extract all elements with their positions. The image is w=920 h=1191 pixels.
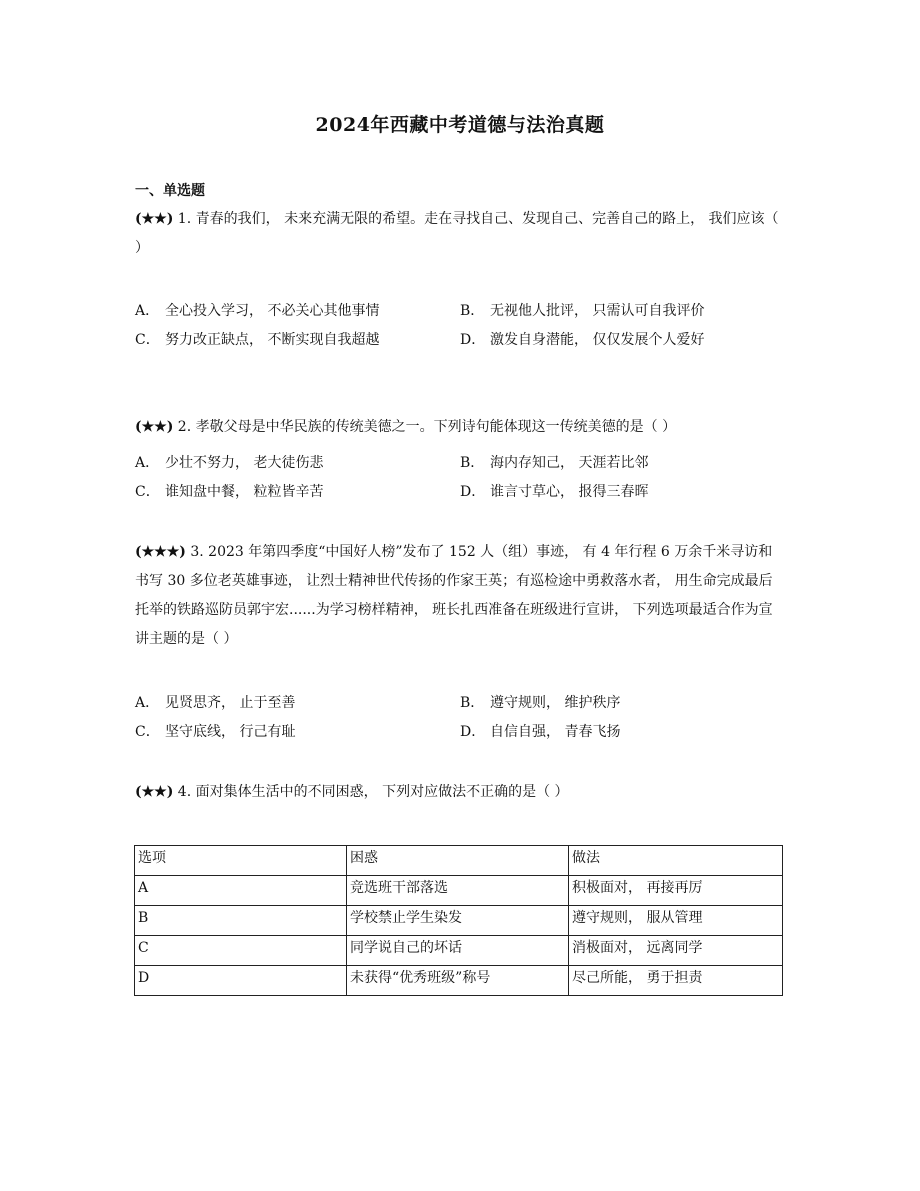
table-row: [135, 966, 783, 996]
table-row: [135, 876, 783, 906]
table-cell: 未获得“优秀班级”称号: [347, 966, 569, 996]
table-cell: 尽己所能， 勇于担责: [569, 966, 783, 996]
option-a: A． 见贤思齐， 止于至善: [135, 695, 296, 711]
table-row: [135, 906, 783, 936]
table-cell: 同学说自己的坏话: [347, 936, 569, 966]
question-1: [135, 205, 785, 263]
table-header-cell: 选项: [135, 846, 347, 876]
table-header-row: [135, 846, 783, 876]
question-4: [135, 778, 785, 807]
difficulty-stars: (★★): [135, 419, 174, 435]
table-cell: 消极面对， 远离同学: [569, 936, 783, 966]
option-a: A． 全心投入学习， 不必关心其他事情: [135, 303, 380, 319]
table-cell: 遵守规则， 服从管理: [569, 906, 783, 936]
option-d: D． 谁言寸草心， 报得三春晖: [460, 484, 649, 500]
option-c: C． 坚守底线， 行己有耻: [135, 724, 296, 740]
question-3: [135, 538, 785, 654]
option-b: B． 无视他人批评， 只需认可自我评价: [460, 303, 705, 319]
difficulty-stars: (★★): [135, 211, 174, 227]
option-c: C． 谁知盘中餐， 粒粒皆辛苦: [135, 484, 324, 500]
table-cell: D: [135, 966, 347, 996]
option-d: D． 激发自身潜能， 仅仅发展个人爱好: [460, 332, 705, 348]
answer-table: [134, 845, 783, 996]
table-cell: C: [135, 936, 347, 966]
option-a: A． 少壮不努力， 老大徒伤悲: [135, 455, 324, 471]
question-2: [135, 413, 785, 442]
question-text: 1. 青春的我们， 未来充满无限的希望。走在寻找自己、发现自己、完善自己的路上， 我们应该（ ）: [135, 211, 779, 256]
option-b: B． 海内存知己， 天涯若比邻: [460, 455, 649, 471]
option-b: B． 遵守规则， 维护秩序: [460, 695, 621, 711]
question-text: 4. 面对集体生活中的不同困惑， 下列对应做法不正确的是（ ）: [173, 784, 569, 800]
table-row: [135, 936, 783, 966]
table-cell: 竞选班干部落选: [347, 876, 569, 906]
table-header-cell: 困惑: [347, 846, 569, 876]
table-cell: 学校禁止学生染发: [347, 906, 569, 936]
difficulty-stars: (★★★): [135, 544, 186, 560]
option-c: C． 努力改正缺点， 不断实现自我超越: [135, 332, 380, 348]
question-text: 3. 2023 年第四季度“中国好人榜”发布了 152 人（组）事迹， 有 4 年行程 6 万余千米寻访和书写 30 多位老英雄事迹， 让烈士精神世代传扬的作家王英；有巡检途中勇救落水者， 用生命完成最后托举的铁路巡防员郭宇宏......为学习榜样精神， 班长扎西准备在班级进行宣讲， 下列选项最适合作为宣讲主题的是（ ）: [135, 544, 773, 647]
option-d: D． 自信自强， 青春飞扬: [460, 724, 621, 740]
table-cell: B: [135, 906, 347, 936]
table-header-cell: 做法: [569, 846, 783, 876]
page-title: 2024年西藏中考道德与法治真题: [315, 114, 605, 136]
difficulty-stars: (★★): [135, 784, 174, 800]
table-cell: A: [135, 876, 347, 906]
question-text: 2. 孝敬父母是中华民族的传统美德之一。下列诗句能体现这一传统美德的是（ ）: [173, 419, 677, 435]
section-heading: 一、单选题: [135, 183, 205, 199]
table-cell: 积极面对， 再接再厉: [569, 876, 783, 906]
